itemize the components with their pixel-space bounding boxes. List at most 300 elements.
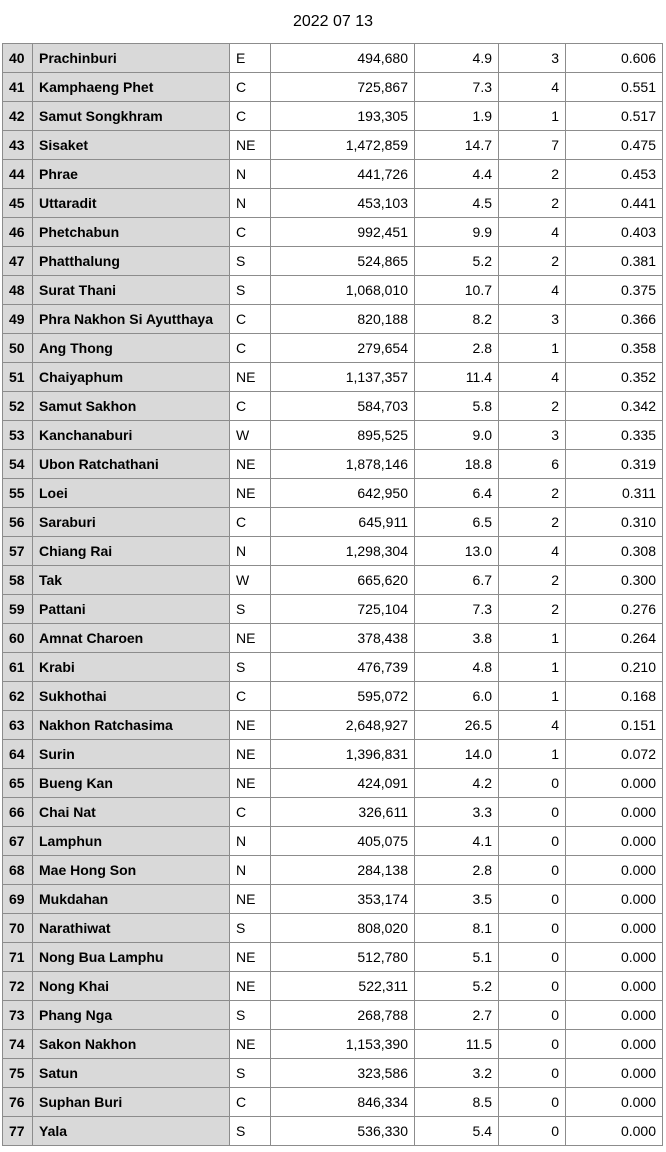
rank-cell: 51 <box>3 363 33 392</box>
province-name-cell: Pattani <box>33 595 230 624</box>
region-cell: E <box>230 44 271 73</box>
count-cell: 3 <box>499 44 566 73</box>
population-cell: 441,726 <box>271 160 415 189</box>
ratio-cell: 0.000 <box>566 1001 663 1030</box>
ratio-cell: 0.342 <box>566 392 663 421</box>
population-cell: 193,305 <box>271 102 415 131</box>
percent-cell: 3.5 <box>415 885 499 914</box>
rank-cell: 54 <box>3 450 33 479</box>
province-name-cell: Saraburi <box>33 508 230 537</box>
population-cell: 1,298,304 <box>271 537 415 566</box>
ratio-cell: 0.310 <box>566 508 663 537</box>
population-cell: 846,334 <box>271 1088 415 1117</box>
percent-cell: 3.8 <box>415 624 499 653</box>
percent-cell: 6.7 <box>415 566 499 595</box>
percent-cell: 5.1 <box>415 943 499 972</box>
ratio-cell: 0.441 <box>566 189 663 218</box>
table-row <box>3 1088 663 1117</box>
region-cell: C <box>230 1088 271 1117</box>
province-table <box>2 43 663 1146</box>
rank-cell: 63 <box>3 711 33 740</box>
ratio-cell: 0.517 <box>566 102 663 131</box>
region-cell: N <box>230 827 271 856</box>
percent-cell: 13.0 <box>415 537 499 566</box>
count-cell: 0 <box>499 1030 566 1059</box>
rank-cell: 50 <box>3 334 33 363</box>
region-cell: NE <box>230 972 271 1001</box>
population-cell: 1,878,146 <box>271 450 415 479</box>
population-cell: 645,911 <box>271 508 415 537</box>
percent-cell: 2.8 <box>415 334 499 363</box>
ratio-cell: 0.381 <box>566 247 663 276</box>
percent-cell: 11.4 <box>415 363 499 392</box>
percent-cell: 8.1 <box>415 914 499 943</box>
population-cell: 642,950 <box>271 479 415 508</box>
count-cell: 2 <box>499 392 566 421</box>
table-row <box>3 450 663 479</box>
rank-cell: 60 <box>3 624 33 653</box>
ratio-cell: 0.335 <box>566 421 663 450</box>
population-cell: 1,137,357 <box>271 363 415 392</box>
table-row <box>3 131 663 160</box>
population-cell: 323,586 <box>271 1059 415 1088</box>
province-name-cell: Kanchanaburi <box>33 421 230 450</box>
region-cell: C <box>230 73 271 102</box>
region-cell: S <box>230 1117 271 1146</box>
percent-cell: 9.0 <box>415 421 499 450</box>
population-cell: 524,865 <box>271 247 415 276</box>
table-row <box>3 595 663 624</box>
rank-cell: 71 <box>3 943 33 972</box>
table-row <box>3 247 663 276</box>
province-name-cell: Suphan Buri <box>33 1088 230 1117</box>
percent-cell: 4.8 <box>415 653 499 682</box>
percent-cell: 8.5 <box>415 1088 499 1117</box>
population-cell: 453,103 <box>271 189 415 218</box>
table-row <box>3 972 663 1001</box>
region-cell: NE <box>230 1030 271 1059</box>
count-cell: 0 <box>499 943 566 972</box>
percent-cell: 5.8 <box>415 392 499 421</box>
count-cell: 4 <box>499 276 566 305</box>
population-cell: 284,138 <box>271 856 415 885</box>
ratio-cell: 0.000 <box>566 1030 663 1059</box>
count-cell: 0 <box>499 798 566 827</box>
population-cell: 725,867 <box>271 73 415 102</box>
rank-cell: 76 <box>3 1088 33 1117</box>
table-row <box>3 740 663 769</box>
province-name-cell: Surin <box>33 740 230 769</box>
province-name-cell: Samut Songkhram <box>33 102 230 131</box>
table-row <box>3 1001 663 1030</box>
province-name-cell: Surat Thani <box>33 276 230 305</box>
region-cell: S <box>230 595 271 624</box>
province-name-cell: Chai Nat <box>33 798 230 827</box>
count-cell: 4 <box>499 363 566 392</box>
table-row <box>3 566 663 595</box>
percent-cell: 4.1 <box>415 827 499 856</box>
province-name-cell: Phang Nga <box>33 1001 230 1030</box>
province-name-cell: Ang Thong <box>33 334 230 363</box>
count-cell: 0 <box>499 885 566 914</box>
percent-cell: 14.0 <box>415 740 499 769</box>
rank-cell: 45 <box>3 189 33 218</box>
table-row <box>3 189 663 218</box>
table-row <box>3 1030 663 1059</box>
province-name-cell: Satun <box>33 1059 230 1088</box>
table-row <box>3 363 663 392</box>
table-row <box>3 421 663 450</box>
table-row <box>3 943 663 972</box>
ratio-cell: 0.072 <box>566 740 663 769</box>
percent-cell: 4.2 <box>415 769 499 798</box>
region-cell: C <box>230 392 271 421</box>
ratio-cell: 0.606 <box>566 44 663 73</box>
region-cell: N <box>230 856 271 885</box>
rank-cell: 73 <box>3 1001 33 1030</box>
province-name-cell: Loei <box>33 479 230 508</box>
region-cell: NE <box>230 885 271 914</box>
count-cell: 0 <box>499 1117 566 1146</box>
province-name-cell: Nong Khai <box>33 972 230 1001</box>
table-body <box>3 44 663 1146</box>
table-row <box>3 1117 663 1146</box>
percent-cell: 5.2 <box>415 972 499 1001</box>
region-cell: C <box>230 334 271 363</box>
population-cell: 1,396,831 <box>271 740 415 769</box>
province-name-cell: Bueng Kan <box>33 769 230 798</box>
population-cell: 2,648,927 <box>271 711 415 740</box>
province-name-cell: Lamphun <box>33 827 230 856</box>
rank-cell: 68 <box>3 856 33 885</box>
count-cell: 2 <box>499 160 566 189</box>
population-cell: 584,703 <box>271 392 415 421</box>
region-cell: C <box>230 682 271 711</box>
province-name-cell: Tak <box>33 566 230 595</box>
province-name-cell: Mae Hong Son <box>33 856 230 885</box>
percent-cell: 10.7 <box>415 276 499 305</box>
table-row <box>3 479 663 508</box>
rank-cell: 64 <box>3 740 33 769</box>
table-row <box>3 160 663 189</box>
percent-cell: 1.9 <box>415 102 499 131</box>
percent-cell: 3.3 <box>415 798 499 827</box>
count-cell: 4 <box>499 537 566 566</box>
ratio-cell: 0.210 <box>566 653 663 682</box>
table-row <box>3 856 663 885</box>
count-cell: 0 <box>499 1059 566 1088</box>
percent-cell: 3.2 <box>415 1059 499 1088</box>
count-cell: 2 <box>499 566 566 595</box>
page-title: 2022 07 13 <box>292 13 374 30</box>
count-cell: 1 <box>499 334 566 363</box>
percent-cell: 2.7 <box>415 1001 499 1030</box>
rank-cell: 69 <box>3 885 33 914</box>
population-cell: 992,451 <box>271 218 415 247</box>
population-cell: 494,680 <box>271 44 415 73</box>
ratio-cell: 0.308 <box>566 537 663 566</box>
table-row <box>3 1059 663 1088</box>
region-cell: NE <box>230 740 271 769</box>
ratio-cell: 0.453 <box>566 160 663 189</box>
region-cell: W <box>230 421 271 450</box>
population-cell: 725,104 <box>271 595 415 624</box>
count-cell: 2 <box>499 247 566 276</box>
table-row <box>3 711 663 740</box>
province-name-cell: Samut Sakhon <box>33 392 230 421</box>
province-name-cell: Chaiyaphum <box>33 363 230 392</box>
ratio-cell: 0.000 <box>566 1088 663 1117</box>
ratio-cell: 0.366 <box>566 305 663 334</box>
ratio-cell: 0.151 <box>566 711 663 740</box>
population-cell: 808,020 <box>271 914 415 943</box>
region-cell: C <box>230 218 271 247</box>
count-cell: 0 <box>499 827 566 856</box>
province-name-cell: Mukdahan <box>33 885 230 914</box>
ratio-cell: 0.000 <box>566 856 663 885</box>
rank-cell: 72 <box>3 972 33 1001</box>
region-cell: NE <box>230 769 271 798</box>
province-name-cell: Nakhon Ratchasima <box>33 711 230 740</box>
count-cell: 2 <box>499 508 566 537</box>
ratio-cell: 0.551 <box>566 73 663 102</box>
percent-cell: 7.3 <box>415 73 499 102</box>
province-name-cell: Yala <box>33 1117 230 1146</box>
count-cell: 4 <box>499 218 566 247</box>
province-name-cell: Phetchabun <box>33 218 230 247</box>
table-row <box>3 537 663 566</box>
rank-cell: 66 <box>3 798 33 827</box>
population-cell: 476,739 <box>271 653 415 682</box>
population-cell: 405,075 <box>271 827 415 856</box>
rank-cell: 46 <box>3 218 33 247</box>
rank-cell: 65 <box>3 769 33 798</box>
province-table-container <box>2 43 663 1146</box>
province-name-cell: Kamphaeng Phet <box>33 73 230 102</box>
table-row <box>3 218 663 247</box>
percent-cell: 4.4 <box>415 160 499 189</box>
region-cell: N <box>230 189 271 218</box>
region-cell: NE <box>230 131 271 160</box>
rank-cell: 48 <box>3 276 33 305</box>
population-cell: 820,188 <box>271 305 415 334</box>
ratio-cell: 0.276 <box>566 595 663 624</box>
percent-cell: 9.9 <box>415 218 499 247</box>
table-row <box>3 798 663 827</box>
province-name-cell: Amnat Charoen <box>33 624 230 653</box>
ratio-cell: 0.000 <box>566 943 663 972</box>
population-cell: 1,068,010 <box>271 276 415 305</box>
table-row <box>3 827 663 856</box>
population-cell: 378,438 <box>271 624 415 653</box>
rank-cell: 58 <box>3 566 33 595</box>
region-cell: S <box>230 653 271 682</box>
count-cell: 1 <box>499 624 566 653</box>
ratio-cell: 0.375 <box>566 276 663 305</box>
ratio-cell: 0.168 <box>566 682 663 711</box>
percent-cell: 6.0 <box>415 682 499 711</box>
count-cell: 2 <box>499 189 566 218</box>
province-name-cell: Phatthalung <box>33 247 230 276</box>
region-cell: NE <box>230 363 271 392</box>
province-name-cell: Uttaradit <box>33 189 230 218</box>
ratio-cell: 0.000 <box>566 798 663 827</box>
percent-cell: 5.2 <box>415 247 499 276</box>
region-cell: NE <box>230 624 271 653</box>
table-row <box>3 508 663 537</box>
ratio-cell: 0.264 <box>566 624 663 653</box>
region-cell: S <box>230 247 271 276</box>
percent-cell: 11.5 <box>415 1030 499 1059</box>
rank-cell: 52 <box>3 392 33 421</box>
percent-cell: 14.7 <box>415 131 499 160</box>
count-cell: 1 <box>499 682 566 711</box>
rank-cell: 43 <box>3 131 33 160</box>
count-cell: 6 <box>499 450 566 479</box>
table-row <box>3 624 663 653</box>
percent-cell: 8.2 <box>415 305 499 334</box>
count-cell: 0 <box>499 769 566 798</box>
rank-cell: 47 <box>3 247 33 276</box>
province-name-cell: Krabi <box>33 653 230 682</box>
region-cell: S <box>230 1001 271 1030</box>
percent-cell: 5.4 <box>415 1117 499 1146</box>
population-cell: 595,072 <box>271 682 415 711</box>
rank-cell: 55 <box>3 479 33 508</box>
province-name-cell: Sakon Nakhon <box>33 1030 230 1059</box>
province-name-cell: Phra Nakhon Si Ayutthaya <box>33 305 230 334</box>
table-row <box>3 392 663 421</box>
rank-cell: 56 <box>3 508 33 537</box>
rank-cell: 62 <box>3 682 33 711</box>
count-cell: 3 <box>499 421 566 450</box>
percent-cell: 26.5 <box>415 711 499 740</box>
percent-cell: 2.8 <box>415 856 499 885</box>
percent-cell: 18.8 <box>415 450 499 479</box>
region-cell: C <box>230 102 271 131</box>
population-cell: 279,654 <box>271 334 415 363</box>
ratio-cell: 0.000 <box>566 914 663 943</box>
population-cell: 268,788 <box>271 1001 415 1030</box>
population-cell: 326,611 <box>271 798 415 827</box>
region-cell: NE <box>230 943 271 972</box>
population-cell: 353,174 <box>271 885 415 914</box>
count-cell: 1 <box>499 740 566 769</box>
ratio-cell: 0.352 <box>566 363 663 392</box>
region-cell: NE <box>230 450 271 479</box>
rank-cell: 74 <box>3 1030 33 1059</box>
count-cell: 1 <box>499 653 566 682</box>
rank-cell: 40 <box>3 44 33 73</box>
population-cell: 536,330 <box>271 1117 415 1146</box>
rank-cell: 44 <box>3 160 33 189</box>
table-row <box>3 334 663 363</box>
region-cell: W <box>230 566 271 595</box>
ratio-cell: 0.000 <box>566 1117 663 1146</box>
population-cell: 424,091 <box>271 769 415 798</box>
ratio-cell: 0.000 <box>566 885 663 914</box>
region-cell: S <box>230 1059 271 1088</box>
ratio-cell: 0.319 <box>566 450 663 479</box>
population-cell: 512,780 <box>271 943 415 972</box>
count-cell: 2 <box>499 479 566 508</box>
region-cell: C <box>230 508 271 537</box>
ratio-cell: 0.403 <box>566 218 663 247</box>
ratio-cell: 0.000 <box>566 827 663 856</box>
count-cell: 0 <box>499 856 566 885</box>
table-row <box>3 276 663 305</box>
region-cell: N <box>230 160 271 189</box>
ratio-cell: 0.000 <box>566 1059 663 1088</box>
rank-cell: 61 <box>3 653 33 682</box>
count-cell: 2 <box>499 595 566 624</box>
percent-cell: 4.5 <box>415 189 499 218</box>
province-name-cell: Prachinburi <box>33 44 230 73</box>
table-row <box>3 73 663 102</box>
population-cell: 895,525 <box>271 421 415 450</box>
table-row <box>3 682 663 711</box>
region-cell: S <box>230 276 271 305</box>
region-cell: C <box>230 305 271 334</box>
rank-cell: 59 <box>3 595 33 624</box>
population-cell: 665,620 <box>271 566 415 595</box>
percent-cell: 7.3 <box>415 595 499 624</box>
province-name-cell: Sisaket <box>33 131 230 160</box>
count-cell: 0 <box>499 1001 566 1030</box>
table-row <box>3 305 663 334</box>
count-cell: 4 <box>499 711 566 740</box>
ratio-cell: 0.000 <box>566 769 663 798</box>
region-cell: NE <box>230 479 271 508</box>
count-cell: 0 <box>499 914 566 943</box>
region-cell: C <box>230 798 271 827</box>
province-name-cell: Sukhothai <box>33 682 230 711</box>
table-row <box>3 44 663 73</box>
ratio-cell: 0.000 <box>566 972 663 1001</box>
ratio-cell: 0.300 <box>566 566 663 595</box>
province-name-cell: Narathiwat <box>33 914 230 943</box>
count-cell: 7 <box>499 131 566 160</box>
rank-cell: 49 <box>3 305 33 334</box>
ratio-cell: 0.358 <box>566 334 663 363</box>
count-cell: 4 <box>499 73 566 102</box>
rank-cell: 67 <box>3 827 33 856</box>
count-cell: 0 <box>499 1088 566 1117</box>
rank-cell: 57 <box>3 537 33 566</box>
percent-cell: 6.5 <box>415 508 499 537</box>
rank-cell: 77 <box>3 1117 33 1146</box>
table-row <box>3 885 663 914</box>
ratio-cell: 0.475 <box>566 131 663 160</box>
population-cell: 1,472,859 <box>271 131 415 160</box>
count-cell: 3 <box>499 305 566 334</box>
population-cell: 522,311 <box>271 972 415 1001</box>
region-cell: S <box>230 914 271 943</box>
rank-cell: 70 <box>3 914 33 943</box>
population-cell: 1,153,390 <box>271 1030 415 1059</box>
rank-cell: 53 <box>3 421 33 450</box>
province-name-cell: Chiang Rai <box>33 537 230 566</box>
rank-cell: 75 <box>3 1059 33 1088</box>
province-name-cell: Nong Bua Lamphu <box>33 943 230 972</box>
table-row <box>3 914 663 943</box>
rank-cell: 41 <box>3 73 33 102</box>
percent-cell: 4.9 <box>415 44 499 73</box>
region-cell: N <box>230 537 271 566</box>
table-row <box>3 653 663 682</box>
region-cell: NE <box>230 711 271 740</box>
province-name-cell: Ubon Ratchathani <box>33 450 230 479</box>
